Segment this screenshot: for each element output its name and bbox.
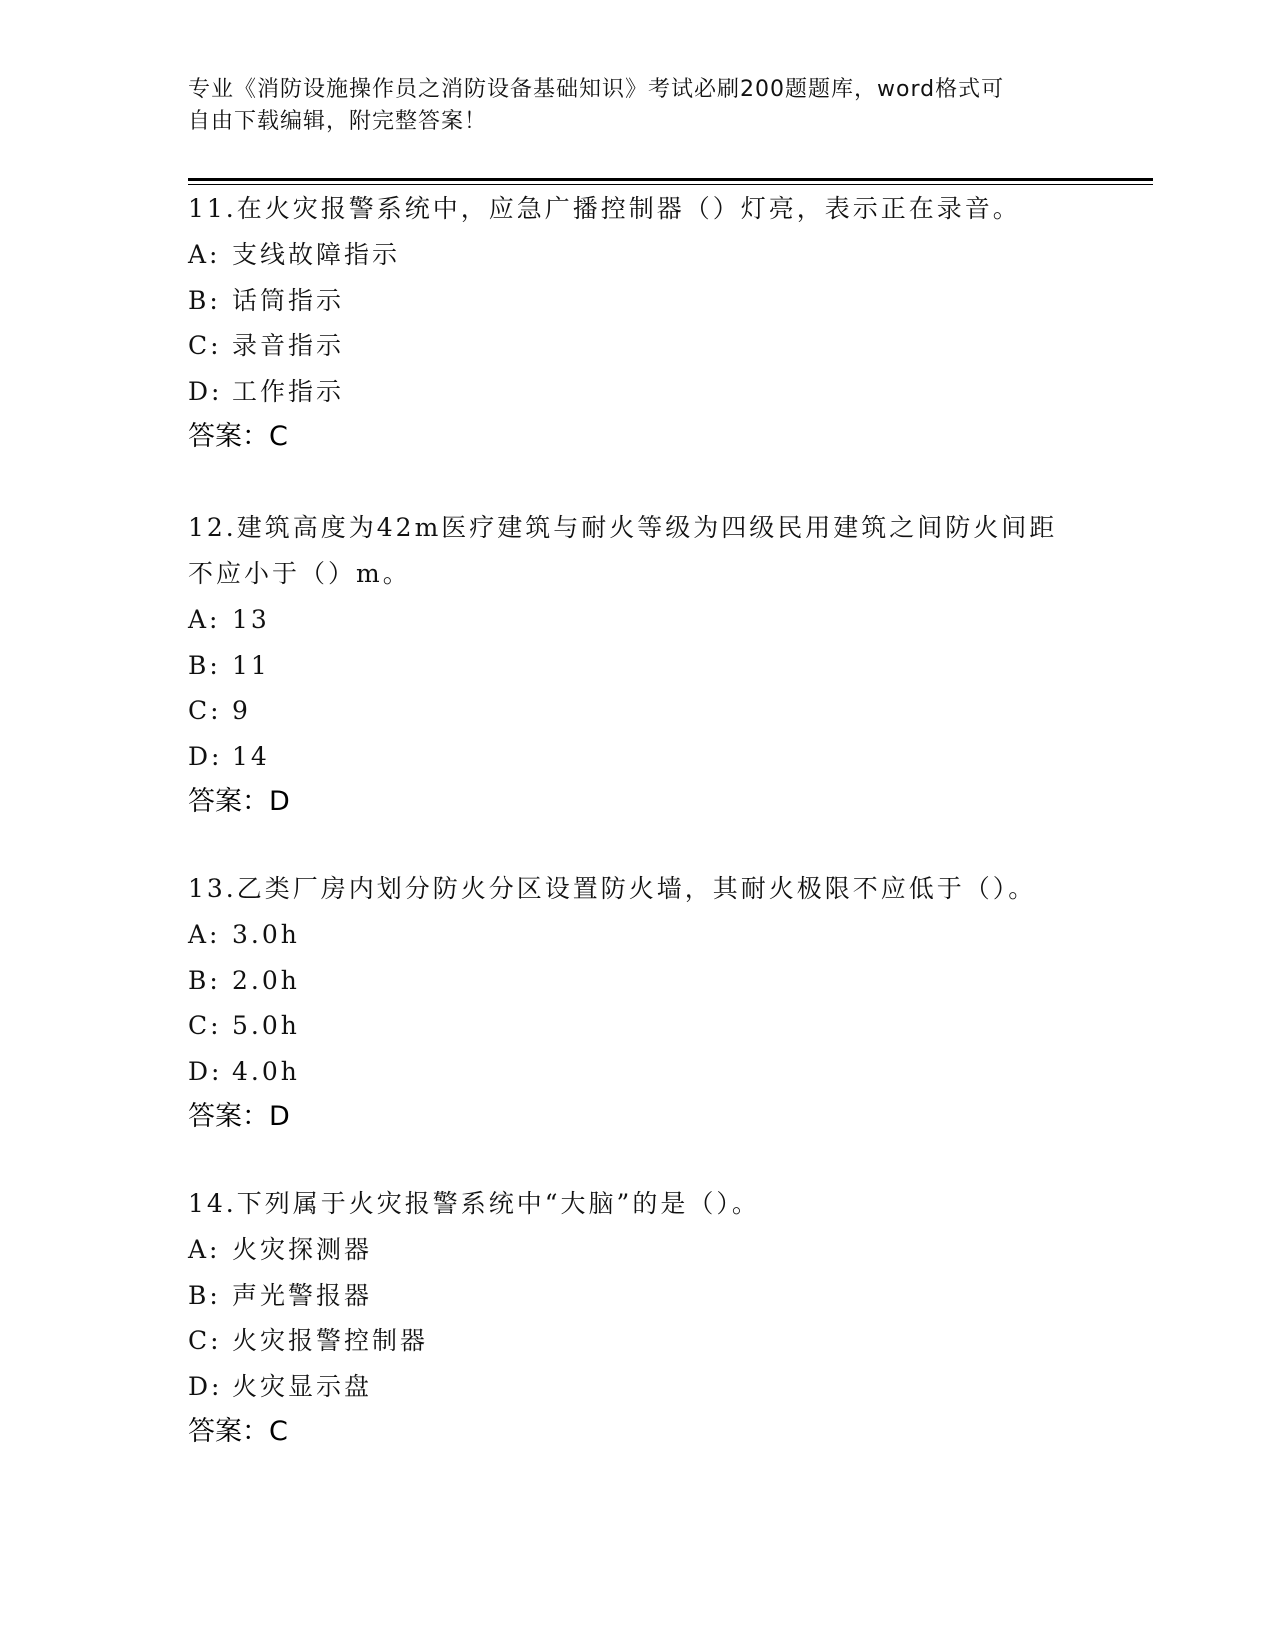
option-key: C:	[188, 331, 222, 360]
question-12	[188, 505, 1088, 825]
answer: 答案：C	[188, 421, 288, 452]
option-d	[188, 1364, 1088, 1410]
question-stem-line-2: 不应小于（）m。	[188, 559, 411, 588]
option-text: 话筒指示	[232, 285, 345, 315]
option-a	[188, 232, 1088, 278]
option-key: A:	[188, 605, 221, 634]
option-d	[188, 369, 1088, 415]
option-key: D:	[188, 376, 223, 406]
option-text: 火灾显示盘	[232, 1371, 373, 1401]
option-a	[188, 1227, 1088, 1273]
question-stem-line-1: 12.建筑高度为42m医疗建筑与耐火等级为四级民用建筑之间防火间距	[188, 513, 1058, 542]
option-text: 2.0h	[232, 965, 300, 995]
option-text: 13	[232, 605, 270, 634]
option-b	[188, 278, 1088, 324]
option-text: 声光警报器	[232, 1280, 373, 1310]
question-11	[188, 186, 1088, 460]
header-divider-thick	[188, 178, 1153, 181]
option-text: 4.0h	[232, 1056, 300, 1086]
question-stem: 14.下列属于火灾报警系统中“大脑”的是（）。	[188, 1189, 760, 1218]
option-b	[188, 1273, 1088, 1319]
option-c	[188, 1003, 1088, 1049]
question-stem: 11.在火灾报警系统中，应急广播控制器（）灯亮，表示正在录音。	[188, 194, 1021, 223]
option-text: 14	[232, 741, 270, 771]
option-key: D:	[188, 1371, 223, 1401]
option-key: A:	[188, 920, 221, 949]
header-line-2: 自由下载编辑，附完整答案！	[188, 109, 488, 134]
header-line-1: 专业《消防设施操作员之消防设备基础知识》考试必刷200题题库，word格式可	[188, 77, 1005, 102]
option-c	[188, 1318, 1088, 1364]
answer: 答案：D	[188, 786, 290, 817]
option-key: B:	[188, 1280, 221, 1310]
option-text: 3.0h	[232, 920, 300, 949]
answer: 答案：D	[188, 1101, 290, 1132]
option-key: C:	[188, 1011, 222, 1040]
option-a	[188, 912, 1088, 958]
option-key: D:	[188, 741, 223, 771]
option-text: 5.0h	[232, 1011, 300, 1040]
question-stem: 13.乙类厂房内划分防火分区设置防火墙，其耐火极限不应低于（）。	[188, 874, 1037, 903]
header-divider-thin	[188, 184, 1153, 185]
option-b	[188, 643, 1088, 689]
option-key: D:	[188, 1056, 223, 1086]
option-text: 工作指示	[232, 376, 345, 406]
option-text: 11	[232, 650, 270, 680]
option-text: 支线故障指示	[232, 240, 401, 269]
document-header	[188, 74, 1068, 138]
option-key: C:	[188, 696, 222, 725]
question-14	[188, 1181, 1088, 1455]
option-key: B:	[188, 965, 221, 995]
option-text: 录音指示	[232, 331, 345, 360]
option-key: B:	[188, 650, 221, 680]
option-key: A:	[188, 240, 221, 269]
option-text: 火灾报警控制器	[232, 1326, 429, 1355]
option-key: A:	[188, 1235, 221, 1264]
option-d	[188, 1049, 1088, 1095]
option-c	[188, 323, 1088, 369]
option-key: B:	[188, 285, 221, 315]
question-13	[188, 866, 1088, 1140]
option-b	[188, 958, 1088, 1004]
option-text: 9	[232, 696, 251, 725]
option-key: C:	[188, 1326, 222, 1355]
option-c	[188, 688, 1088, 734]
option-a	[188, 597, 1088, 643]
answer: 答案：C	[188, 1416, 288, 1447]
option-text: 火灾探测器	[232, 1235, 373, 1264]
option-d	[188, 734, 1088, 780]
